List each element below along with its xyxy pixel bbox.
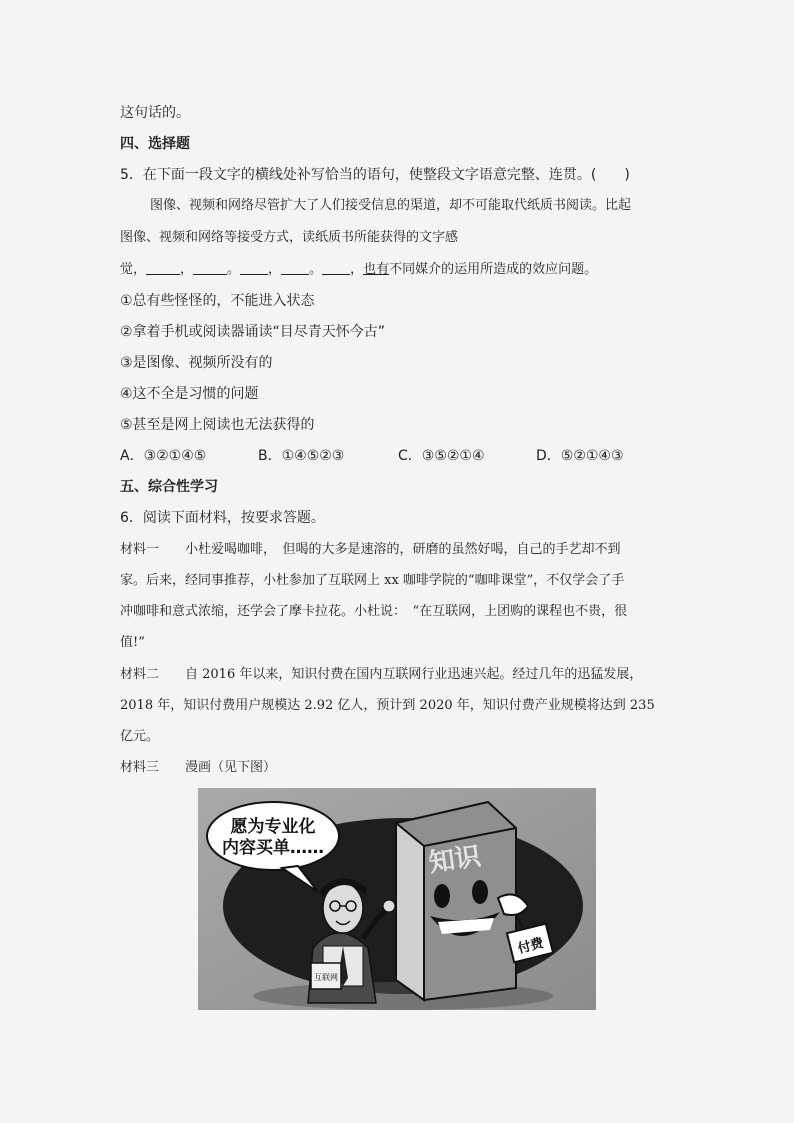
material-1-line-3: 冲咖啡和意式浓缩，还学会了摩卡拉花。小杜说： “在互联网，上团购的课程也不贵，很: [120, 604, 628, 619]
passage-text: 。: [309, 262, 323, 277]
section-heading-5: 五、综合性学习: [120, 479, 218, 495]
bubble-text-1: 愿为专业化: [230, 817, 316, 837]
question-6-stem: 6．阅读下面材料，按要求答题。: [120, 510, 325, 526]
passage-line-3: [120, 260, 597, 280]
passage-text: ，: [350, 262, 364, 277]
option-4: ④这不全是习惯的问题: [120, 386, 259, 402]
answer-blank-2[interactable]: [193, 260, 227, 275]
answer-blank-4[interactable]: [281, 260, 309, 275]
passage-text: ，: [180, 262, 194, 277]
question-5-stem: 5．在下面一段文字的横线处补写恰当的语句，使整段文字语意完整、连贯。( ): [120, 167, 630, 183]
answer-choice-a[interactable]: A．③②①④⑤: [120, 448, 207, 464]
book-title: 知识: [427, 841, 483, 879]
material-2-line-3: 亿元。: [120, 729, 160, 744]
material-2-line-2: 2018 年，知识付费用户规模达 2.92 亿人，预计到 2020 年，知识付费产业规模将达到 235: [120, 698, 655, 713]
underlined-text: 也有: [363, 262, 390, 277]
knowledge-book: [396, 802, 516, 1000]
passage-text: 觉，: [120, 262, 147, 277]
answer-blank-3[interactable]: [240, 260, 268, 275]
material-1-line-2: 家。后来，经同事推荐，小杜参加了互联网上 xx 咖啡学院的“咖啡课堂”，不仅学会了手: [120, 573, 625, 588]
passage-text: 不同媒介的运用所造成的效应问题。: [389, 262, 598, 277]
answer-choice-b[interactable]: B．①④⑤②③: [258, 448, 345, 464]
option-5: ⑤甚至是网上阅读也无法获得的: [120, 417, 315, 433]
text-line: 这句话的。: [120, 105, 190, 121]
passage-text: 。: [227, 262, 241, 277]
material-3-caption: 材料三 漫画（见下图）: [120, 760, 277, 775]
cartoon-illustration: [198, 788, 596, 1010]
answer-blank-1[interactable]: [146, 260, 180, 275]
option-1: ①总有些怪怪的，不能进入状态: [120, 293, 315, 309]
answer-choice-c[interactable]: C．③⑤②①④: [398, 448, 485, 464]
option-2: ②拿着手机或阅读器诵读“目尽青天怀今古”: [120, 324, 386, 340]
fee-tag-label: 付费: [516, 935, 546, 957]
option-3: ③是图像、视频所没有的: [120, 355, 273, 371]
answer-choice-d[interactable]: D．⑤②①④③: [536, 448, 624, 464]
section-heading-4: 四、选择题: [120, 136, 190, 152]
answer-blank-5[interactable]: [322, 260, 350, 275]
briefcase-label: 互联网: [314, 973, 338, 982]
material-1-line-1: 材料一 小杜爱喝咖啡， 但喝的大多是速溶的，研磨的虽然好喝，自己的手艺却不到: [120, 542, 621, 557]
bubble-text-2: 内容买单……: [222, 838, 324, 858]
material-2-line-1: 材料二 自 2016 年以来，知识付费在国内互联网行业迅速兴起。经过几年的迅猛发展，: [120, 667, 643, 682]
passage-line-2: 图像、视频和网络等接受方式，读纸质书所能获得的文字感: [120, 230, 459, 245]
passage-line-1: 图像、视频和网络尽管扩大了人们接受信息的渠道，却不可能取代纸质书阅读。比起: [150, 198, 632, 213]
passage-text: ，: [268, 262, 282, 277]
material-1-line-4: 值!”: [120, 635, 145, 650]
